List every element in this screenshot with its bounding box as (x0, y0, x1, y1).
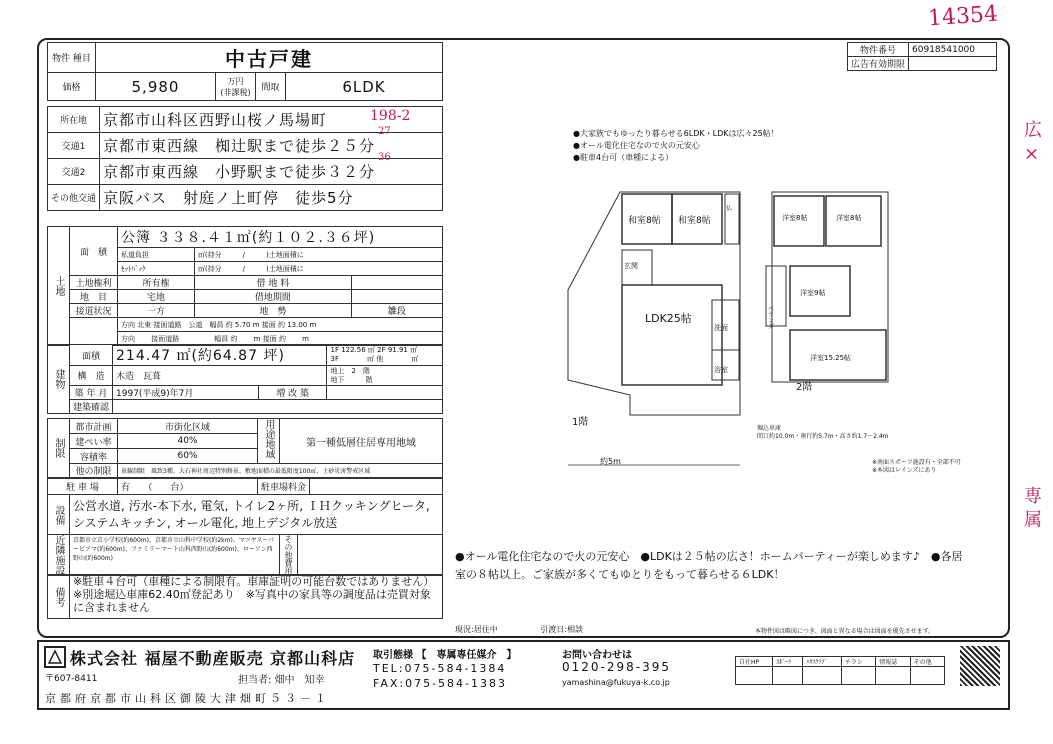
land-area-label: 面 積 (70, 227, 118, 276)
room-label: 浴室 (714, 366, 728, 374)
coverage-label: 建ぺい率 (70, 434, 118, 449)
city-plan-label: 都市計画 (70, 419, 118, 434)
room-label: 洋室9帖 (800, 289, 826, 297)
room-label: 洋室8帖 (782, 214, 808, 222)
room-label: 仏 (726, 205, 733, 212)
transport1-label: 交通1 (48, 133, 100, 159)
land-category-value: 宅地 (118, 290, 195, 304)
price-unit: 万円 (227, 76, 244, 86)
room-label: 洋室15.25帖 (810, 354, 852, 362)
rent-period-label: 借地期間 (194, 290, 351, 304)
highlights-list (573, 128, 779, 164)
nearby-value: 京都市立京小学校(約600m)、京都市立山科中学校(約2km)。マツヤスーパービアマ(約600m)、ファミリーマート山科西野山(約600m)、ローソン西野山(約600m) (70, 535, 280, 576)
stamp-label: 自社HP (736, 657, 773, 667)
nearby-table (47, 534, 443, 576)
status-row (455, 624, 583, 635)
land-table (47, 226, 443, 346)
stamp-label: 情報誌 (876, 657, 910, 667)
parking-value: 有 （ 台） (118, 479, 258, 495)
handwritten-number: 14354 (927, 1, 999, 32)
remarks-table (47, 574, 443, 619)
facilities-label: 設備 (48, 495, 70, 535)
land-section-label: 土地 (48, 227, 70, 346)
header-table (47, 42, 443, 101)
room-ldk (622, 285, 722, 385)
fax: FAX:075-584-1383 (373, 677, 508, 690)
floor2-label: 2階 (796, 382, 813, 393)
extension-label: 増 改 築 (258, 386, 327, 400)
address-value: 京都市山科区西野山桜ノ馬場町 (100, 107, 443, 133)
land-area-value: 公簿 ３３８.４１㎡(約１０２.３６坪) (118, 227, 443, 248)
land-right-value: 所有権 (118, 276, 195, 290)
company-postal: 〒607-8411 (45, 674, 98, 684)
parking-table (47, 478, 443, 495)
restrictions-table (47, 418, 443, 478)
current-label: 現況: (455, 625, 474, 634)
restrictions-section-label: 制限 (48, 419, 70, 478)
transport2-value: 京都市東西線 小野駅まで徒歩３２分 (100, 159, 443, 185)
company-address: 京都府京都市山科区御陵大津畑町５３－１ (45, 692, 330, 705)
handwritten-note: 広 × (1021, 120, 1042, 165)
handwritten-walk2: 36 (378, 152, 391, 163)
built-value: 1997(平成9)年7月 (113, 386, 259, 400)
floor-detail-2: 3F ㎡ 他 ㎡ (330, 355, 419, 363)
building-section-label: 建物 (48, 345, 70, 414)
setback-label: ｾｯﾄﾊﾞｯｸ (118, 262, 195, 276)
terrain-label: 地 勢 (194, 304, 351, 318)
other-restriction-value: 景観制限 風致3種、大石神社周辺特別修景、敷地面積の最低限度100㎡、土砂災害警戒区域 (118, 464, 443, 478)
private-road-value: ㎡(持分 / )土地面積に (194, 248, 442, 262)
building-table (47, 344, 443, 414)
stamp-label: ｽﾎﾟｰﾂ (773, 657, 803, 667)
price-tax: (非課税) (220, 87, 251, 97)
ad-expiry-value (909, 57, 997, 71)
setback-value: ㎡(持分 / )土地面積に (194, 262, 442, 276)
building-area-value: 214.47 ㎡(約64.87 坪) (113, 345, 327, 366)
stamp-label: ﾊｳｽｸﾗﾌﾞ (803, 657, 841, 667)
plan-note: 本物件図は略図につき、図面と異なる場合は図面を優先させます。 (755, 628, 935, 635)
company-name: 株式会社 福屋不動産販売 京都山科店 (70, 649, 356, 668)
company-logo-icon (44, 646, 66, 668)
remarks-label: 備考 (48, 575, 70, 619)
coverage-value: 40% (118, 434, 258, 449)
agent-name: 畑中 知幸 (274, 675, 325, 686)
address-label: 所在地 (48, 107, 100, 133)
highlight-item: ●駐車4台可（車種による） (573, 153, 674, 162)
floor-detail-1: 1F 122.56 ㎡ 2F 91.91 ㎡ (330, 346, 418, 354)
handover-label: 引渡日: (540, 625, 567, 634)
stamp-label: その他 (910, 657, 944, 667)
freedial: 0120-298-395 (562, 660, 672, 674)
transport1-value: 京都市東西線 椥辻駅まで徒歩２５分 (100, 133, 443, 159)
other-restriction-label: 他の制限 (70, 464, 118, 478)
road-value: 一方 (118, 304, 195, 318)
inquiry-label: お問い合わせは (562, 650, 632, 661)
deal-value: 【 専属専任媒介 】 (416, 650, 517, 661)
highlight-item: ●大家族でもゆったり暮らせる6LDK・LDKは広々25帖！ (573, 129, 779, 138)
agent-label: 担当者: (238, 675, 272, 686)
property-no-label: 物件番号 (848, 43, 909, 57)
handwritten-note: 専 属 (1021, 486, 1042, 528)
room-label: 洗面 (714, 324, 728, 332)
facilities-table (47, 494, 443, 535)
room-label: 和室8帖 (628, 216, 661, 226)
width-label: 約5m (600, 457, 621, 466)
handwritten-lot: 198-2 (370, 108, 411, 124)
bottom-highlights: ●オール電化住宅なので火の元安心 ●LDKは２５帖の広さ！ホームパーティーが楽しめます♪ ●各居室の８帖以上。ご家族が多くてもゆとりをもって暮らせる６LDK！ (455, 550, 963, 581)
confirm-label: 建築確認 (70, 400, 113, 414)
qr-code-icon[interactable] (960, 646, 1000, 686)
agent (238, 671, 325, 686)
oshiire (725, 194, 739, 244)
zone-value: 第一種低層住居専用地域 (280, 419, 443, 464)
building-area-label: 面積 (70, 345, 113, 366)
transport3-value: 京阪バス 射庭ノ上町停 徒歩5分 (100, 185, 443, 211)
layout-value: 6LDK (286, 73, 443, 101)
road1-value: 方向 北東 接面道路 公道 幅員 約 5.70 m 接面 約 13.00 m (118, 318, 443, 332)
ad-expiry-label: 広告有効期限 (848, 57, 909, 71)
deal-label: 取引態様 (373, 650, 413, 661)
type-label: 物件 種目 (48, 43, 96, 73)
property-no-value: 60918541000 (909, 43, 997, 57)
room-label: 和室8帖 (678, 216, 711, 226)
yokushitsu (712, 350, 739, 380)
current-value: 居住中 (473, 625, 498, 634)
plan-legend: ※南面スポーツ施設有・全部不可 ※本図はレインズにあり (872, 459, 961, 474)
media-stamps (735, 656, 945, 685)
room-label: ベランダ (766, 305, 774, 329)
transport3-label: その他交通 (48, 185, 100, 211)
private-road-label: 私道負担 (118, 248, 195, 262)
deal-type (373, 646, 516, 661)
handwritten-walk1: 27 (378, 126, 391, 137)
road-label: 接道状況 (70, 304, 118, 318)
nearby-label: 近隣施設 (48, 535, 70, 576)
far-label: 容積率 (70, 449, 118, 464)
parking-label: 駐 車 場 (48, 479, 118, 495)
land-category-label: 地 目 (70, 290, 118, 304)
structure-value: 木造 瓦葺 (113, 366, 327, 386)
type-value: 中古戸建 (96, 43, 443, 73)
facilities-value: 公営水道, 汚水-本下水, 電気, トイレ2ヶ所, ＩＨクッキングヒータ, システムキッチン, オール電化, 地上デジタル放送 (70, 495, 443, 535)
rent-label: 借 地 料 (194, 276, 351, 290)
far-value: 60% (118, 449, 258, 464)
road2-value: 方向 接面道路 幅員 約 m 接面 約 m (118, 332, 443, 346)
built-label: 築 年 月 (70, 386, 113, 400)
floor-count: 地上 2 階 地下 階 (327, 366, 443, 386)
zone-label: 用途地域 (258, 419, 280, 464)
transport2-label: 交通2 (48, 159, 100, 185)
email: yamashina@fukuya-k.co.jp (562, 678, 670, 687)
layout-label: 間取 (256, 73, 286, 101)
room-label: LDK25帖 (645, 312, 692, 325)
other-cost-label: その他費用 (280, 535, 298, 576)
stamp-label: チラシ (841, 657, 875, 667)
garage-note: 堀込車庫 間口約10.0m・奥行約5.7m・高さ約1.7～2.4m (757, 425, 889, 440)
room-label: 洋室8帖 (836, 214, 862, 222)
city-plan-value: 市街化区域 (118, 419, 258, 434)
parking-fee-label: 駐車場料金 (258, 479, 310, 495)
land-right-label: 土地権利 (70, 276, 118, 290)
highlight-item: ●オール電化住宅なので火の元安心 (573, 141, 700, 150)
terrain-value: 雛段 (351, 304, 442, 318)
floor1-label: 1階 (572, 417, 589, 428)
price-value: 5,980 (96, 73, 216, 101)
price-label: 価格 (48, 73, 96, 101)
property-number-table (847, 42, 997, 71)
remarks-value: ※駐車４台可（車種による制限有。車庫証明の可能台数ではありません） ※別途堀込車庫62.40㎡登記あり ※写真中の家具等の調度品は売買対象に含まれません (70, 575, 443, 619)
handover-value: 相談 (566, 625, 583, 634)
structure-label: 構 造 (70, 366, 113, 386)
room-label: 玄関 (624, 262, 638, 270)
tel: TEL:075-584-1384 (373, 662, 507, 675)
